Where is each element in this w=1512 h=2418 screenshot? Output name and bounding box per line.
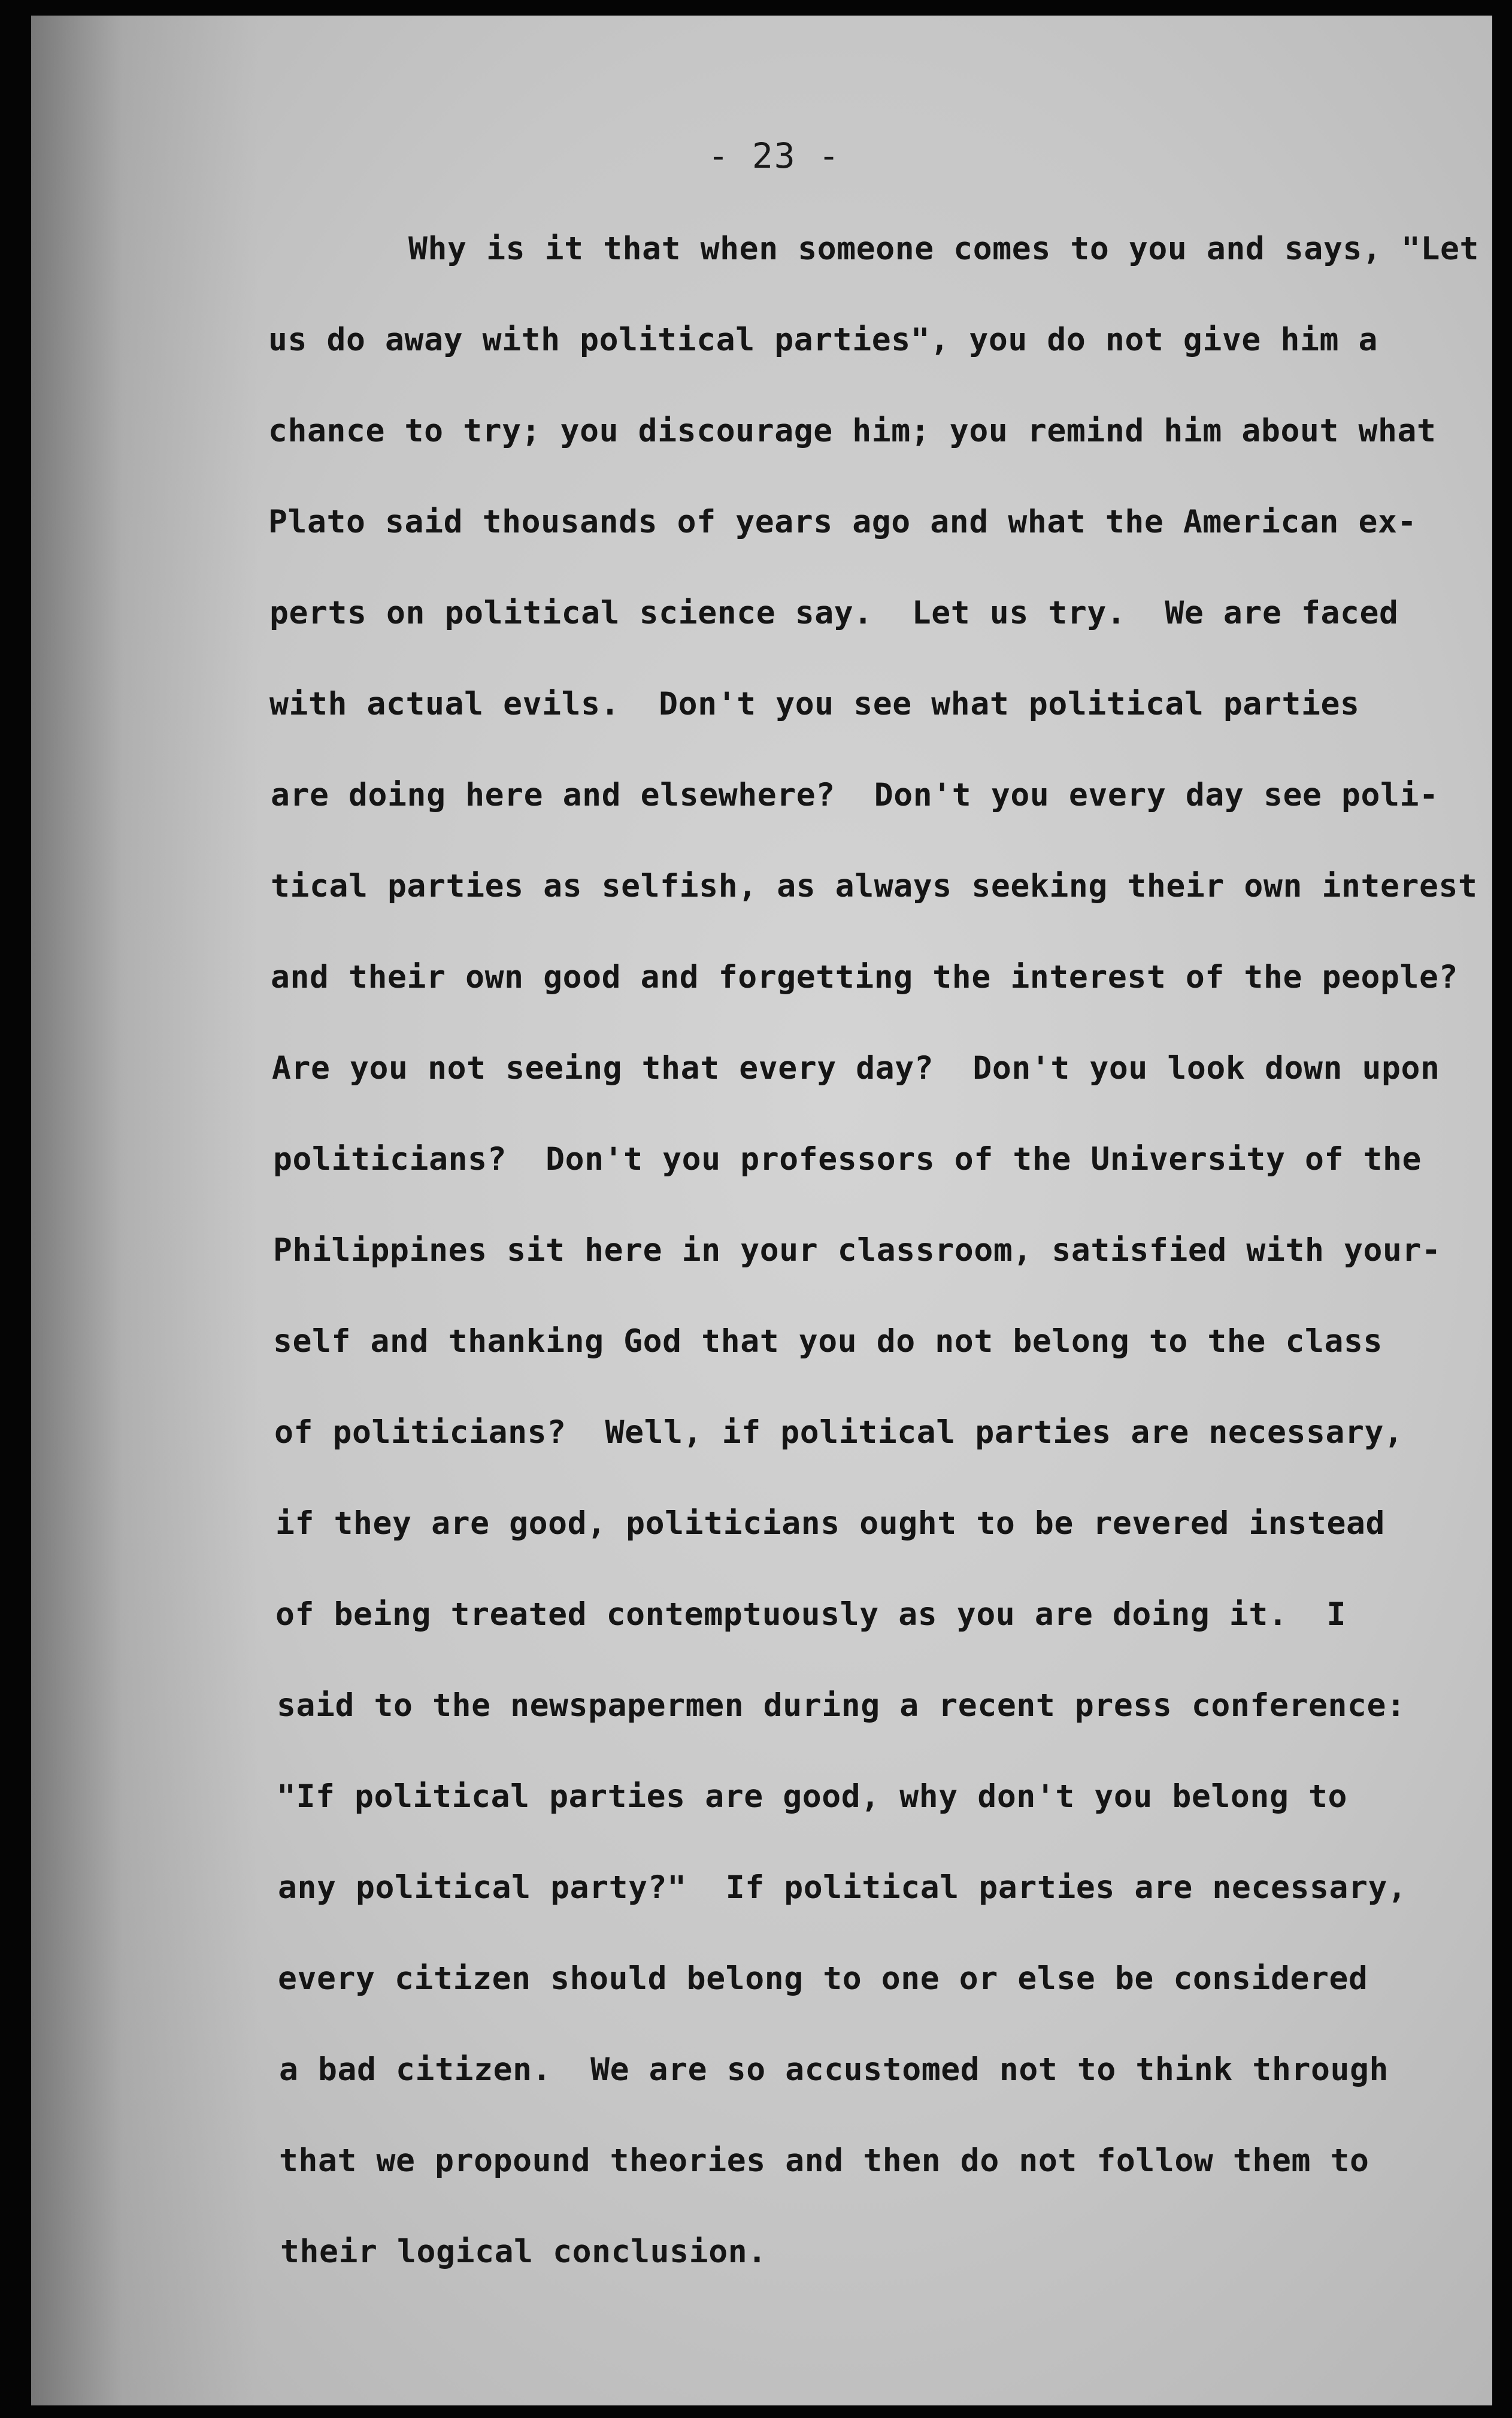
text-line: said to the newspapermen during a recent press conference: — [277, 1687, 1406, 1724]
body-text — [31, 16, 1492, 2405]
text-line: that we propound theories and then do not follow them to — [279, 2142, 1369, 2179]
text-line: us do away with political parties", you do not give him a — [268, 322, 1378, 358]
text-line: chance to try; you discourage him; you remind him about what — [268, 413, 1437, 449]
text-line: Plato said thousands of years ago and what the American ex- — [268, 504, 1417, 540]
text-line: politicians? Don't you professors of the University of the — [273, 1141, 1422, 1178]
text-line: Philippines sit here in your classroom, satisfied with your- — [273, 1232, 1441, 1269]
text-line: every citizen should belong to one or else be considered — [278, 1960, 1368, 1997]
text-line: a bad citizen. We are so accustomed not to think through — [279, 2051, 1389, 2088]
text-line: and their own good and forgetting the interest of the people? — [271, 959, 1459, 995]
text-line: with actual evils. Don't you see what political parties — [269, 686, 1360, 722]
text-line: Why is it that when someone comes to you and says, "Let — [331, 231, 1480, 267]
text-line: Are you not seeing that every day? Don't you look down upon — [272, 1050, 1440, 1087]
text-line: any political party?" If political parties are necessary, — [278, 1869, 1407, 1906]
text-line: "If political parties are good, why don't you belong to — [277, 1778, 1347, 1815]
text-line: perts on political science say. Let us try. We are faced — [269, 595, 1399, 631]
text-line: if they are good, politicians ought to be revered instead — [275, 1505, 1385, 1542]
document-page — [31, 16, 1492, 2405]
text-line: tical parties as selfish, as always seeking their own interest — [271, 868, 1478, 904]
text-line: their logical conclusion. — [280, 2234, 767, 2270]
text-line: self and thanking God that you do not belong to the class — [273, 1323, 1383, 1360]
text-line: of being treated contemptuously as you are doing it. I — [275, 1596, 1346, 1633]
text-line: are doing here and elsewhere? Don't you every day see poli- — [271, 777, 1439, 813]
page-number: - 23 - — [708, 135, 841, 176]
text-line: of politicians? Well, if political parties are necessary, — [274, 1414, 1404, 1451]
